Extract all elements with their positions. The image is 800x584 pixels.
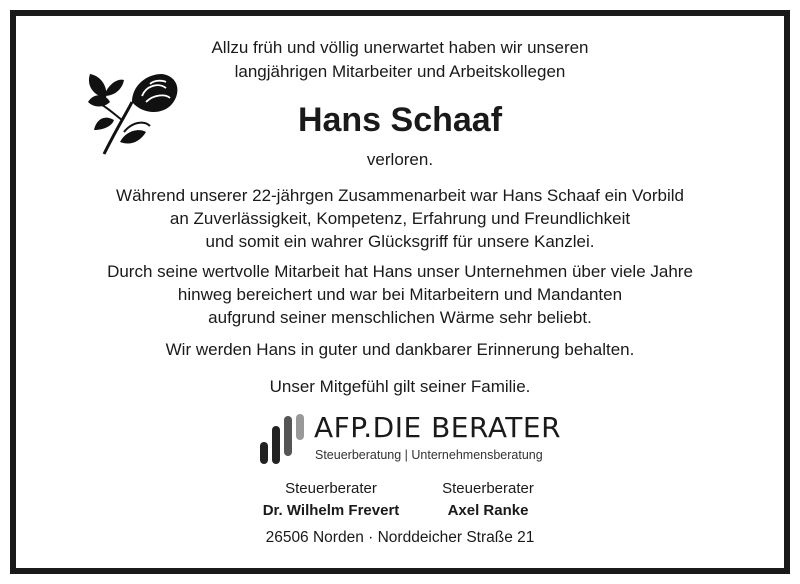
signer-2-role: Steuerberater [442, 480, 534, 497]
sympathy-text: Unser Mitgefühl gilt seiner Familie. [269, 377, 531, 396]
intro-line-2: langjährigen Mitarbeiter und Arbeitskollegen [234, 62, 566, 81]
logo-title: AFP.DIE BERATER [314, 411, 562, 444]
logo-bars-icon [258, 412, 310, 464]
deceased-name: Hans Schaaf [297, 101, 503, 139]
paragraph1-line-2: an Zuverlässigkeit, Kompetenz, Erfahrung und Freundlichkeit [169, 209, 631, 228]
remembrance-text: Wir werden Hans in guter und dankbarer Erinnerung behalten. [165, 340, 635, 359]
paragraph1-line-1: Während unserer 22-jährgen Zusammenarbeit war Hans Schaaf ein Vorbild [116, 186, 684, 205]
paragraph1-line-3: und somit ein wahrer Glücksgriff für unsere Kanzlei. [205, 232, 595, 251]
logo-subtitle: Steuerberatung | Unternehmensberatung [315, 448, 543, 462]
paragraph2-line-2: hinweg bereichert und war bei Mitarbeitern und Mandanten [177, 285, 623, 304]
signer-1-name: Dr. Wilhelm Frevert [262, 502, 400, 519]
intro-line-1: Allzu früh und völlig unerwartet haben wir unseren [211, 38, 589, 57]
signer-2 [378, 478, 598, 522]
company-logo [258, 411, 562, 468]
paragraph2-line-3: aufgrund seiner menschlichen Wärme sehr beliebt. [208, 308, 592, 327]
signer-2-name: Axel Ranke [447, 502, 529, 519]
paragraph2-line-1: Durch seine wertvolle Mitarbeit hat Hans unser Unternehmen über viele Jahre [107, 262, 693, 281]
address: 26506 Norden · Norddeicher Straße 21 [265, 529, 535, 546]
lost-text: verloren. [366, 150, 434, 169]
signer-1-role: Steuerberater [285, 480, 377, 497]
